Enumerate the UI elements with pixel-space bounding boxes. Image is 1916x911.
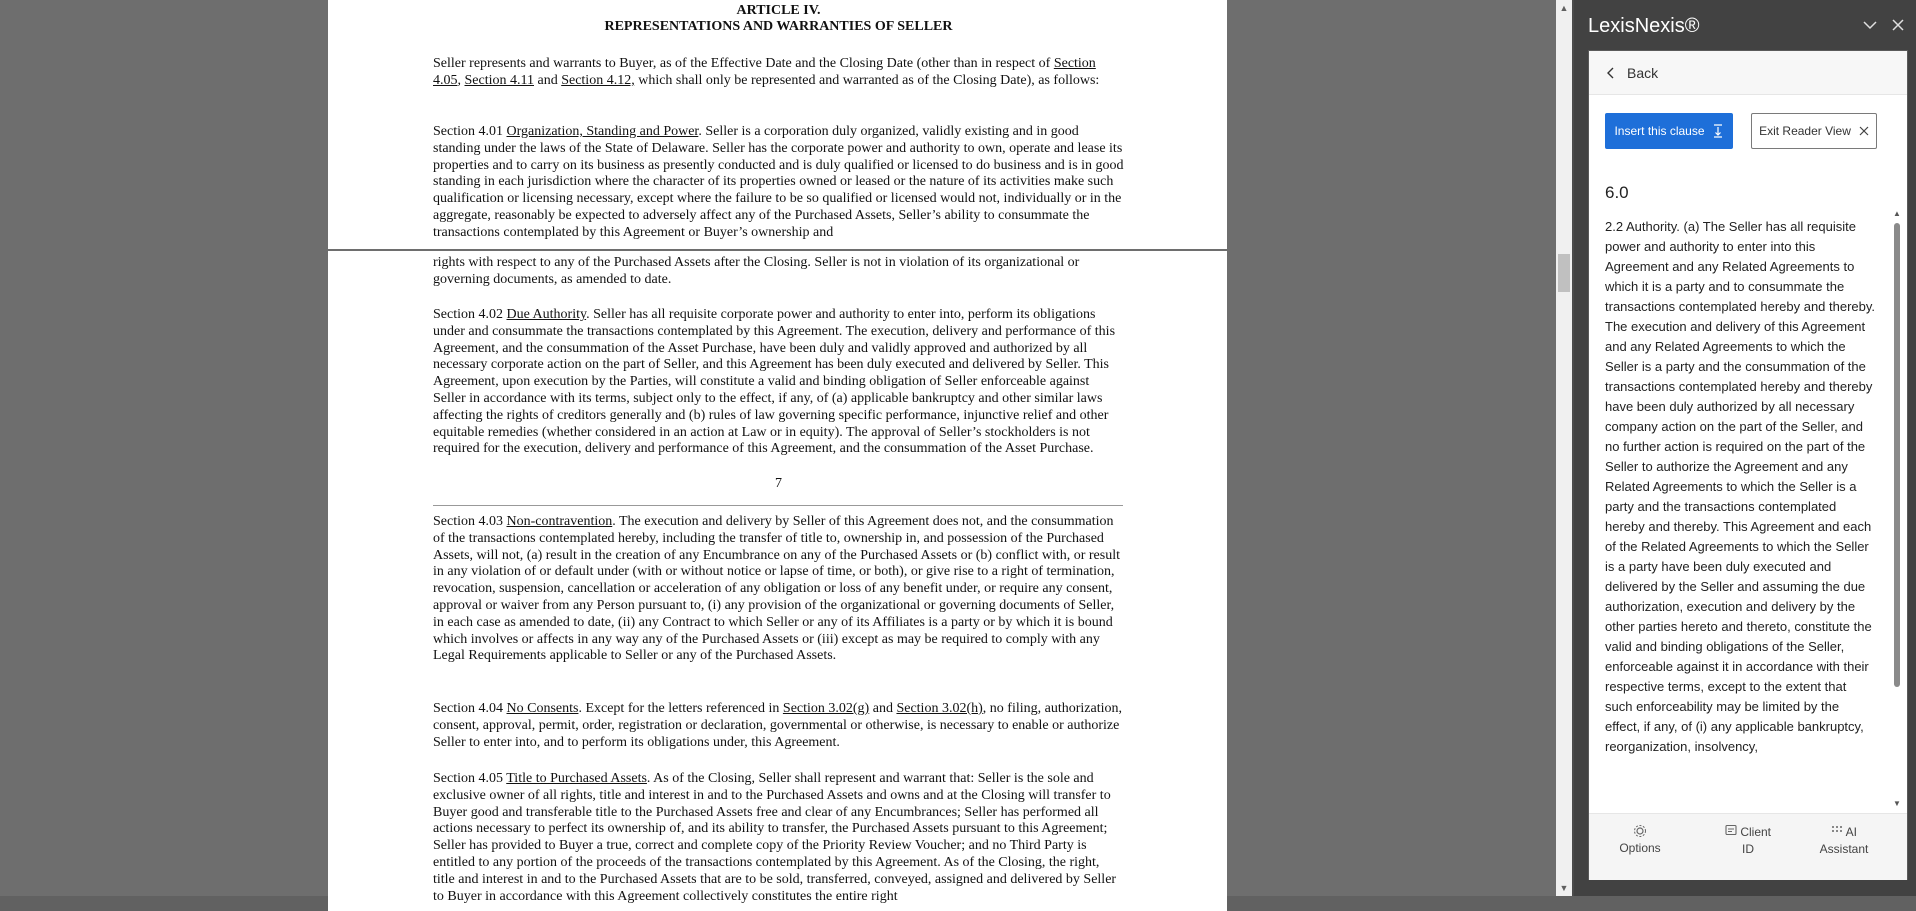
section-link-3-02-h[interactable]: Section 3.02(h) xyxy=(896,701,983,716)
document-scroll-thumb[interactable] xyxy=(1558,254,1570,292)
insert-clause-label: Insert this clause xyxy=(1614,124,1705,138)
scroll-up-arrow-icon[interactable]: ▲ xyxy=(1559,3,1569,13)
intro-text: and xyxy=(533,72,562,88)
ai-assistant-icon xyxy=(1831,825,1846,839)
article-heading xyxy=(433,3,1124,35)
section-number: Section 4.03 xyxy=(433,514,507,529)
section-text: rights with respect to any of the Purchased Assets after the Closing. Seller is not in violation of its organizational or governing documents, as amended to date. xyxy=(433,255,1080,287)
section-text: and xyxy=(869,701,897,716)
client-id-label: ID xyxy=(1742,842,1754,856)
close-icon[interactable] xyxy=(1888,15,1908,35)
page-break-divider xyxy=(433,505,1123,506)
intro-text: , xyxy=(457,72,465,88)
section-link-4-05[interactable]: Section 4.05 xyxy=(433,56,1096,88)
client-id-icon xyxy=(1725,825,1740,839)
chevron-left-icon xyxy=(1605,66,1617,80)
clause-scroll-thumb[interactable] xyxy=(1894,223,1900,687)
section-heading: Non-contravention xyxy=(506,514,613,529)
panel-title: LexisNexis® xyxy=(1588,15,1700,37)
back-button[interactable] xyxy=(1605,62,1658,84)
section-text: , no filing, authorization, consent, approval, permit, order, registration or declaration, governmental or otherwise, is necessary to enable or authorize Seller to enter into, and to perform its obligations under, this Agreement. xyxy=(433,701,1122,750)
clause-scrollbar[interactable] xyxy=(1891,209,1903,809)
gear-icon xyxy=(1595,824,1685,840)
options-button[interactable] xyxy=(1595,824,1685,857)
section-text: . The execution and delivery by Seller of this Agreement does not, and the consummation of the transactions contemplated hereby, including the transfer of title to, ownership in, and possession of the Purchased Assets, will not, (a) result in the creation of any Encumbrance on any of the Purchased Assets or (b) conflict with, or result in any violation of or default under (with or without notice or lapse of time, or both), or give rise to a right of termination, revocation, suspension, cancellation or acceleration of any obligation or loss of any benefit under, or require any consent, approval or waiver from any Person pursuant to, (i) any provision of the organizational or governing documents of Seller, in each case as amended to date, (ii) any Contract to which Seller or any of its Affiliates is a party or by which it is bound which involves or affects in any way any of the Purchased Assets or (iii) except as may be required to comply with any Legal Requirements applicable to Seller or any of the Purchased Assets. xyxy=(433,514,1120,664)
section-number: Section 4.02 xyxy=(433,307,507,322)
lexisnexis-panel xyxy=(1574,0,1916,896)
chevron-down-icon[interactable] xyxy=(1860,15,1880,35)
options-label: Options xyxy=(1619,841,1661,855)
panel-header xyxy=(1574,0,1916,50)
section-text: . Except for the letters referenced in xyxy=(578,701,783,716)
exit-reader-view-button[interactable] xyxy=(1751,113,1877,149)
section-4-05-paragraph xyxy=(433,771,1124,905)
page-number: 7 xyxy=(775,476,782,491)
exit-reader-view-label: Exit Reader View xyxy=(1759,124,1851,138)
scroll-up-arrow-icon[interactable]: ▲ xyxy=(1893,209,1901,218)
article-title: ARTICLE IV. xyxy=(736,3,821,18)
close-icon xyxy=(1859,126,1869,136)
section-4-01-continued xyxy=(433,255,1124,289)
section-heading: No Consents xyxy=(506,701,579,716)
ai-assistant-label: AI xyxy=(1845,825,1857,839)
scroll-down-arrow-icon[interactable]: ▼ xyxy=(1559,883,1569,893)
clause-number: 6.0 xyxy=(1605,183,1629,202)
scroll-down-arrow-icon[interactable]: ▼ xyxy=(1893,799,1901,808)
section-4-02-paragraph xyxy=(433,307,1124,458)
client-id-label: Client xyxy=(1740,825,1772,839)
article-subtitle: REPRESENTATIONS AND WARRANTIES OF SELLER xyxy=(604,19,953,34)
document-page xyxy=(328,0,1227,249)
section-text: . Seller is a corporation duly organized, validly existing and in good standing under the laws of the State of Delaware. Seller has the corporate power and authority to own, operate and lease its properties and to carry on its business as presently conducted and is duly qualified or licensed to do business and is in good standing in each jurisdiction where the character of its properties owned or leased or the nature of its activities make such qualification or licensing necessary, except where the failure to be so qualified or licensed would not, individually or in the aggregate, reasonably be expected to adversely affect any of the Purchased Assets, Seller’s ability to consummate the transactions contemplated by this Agreement or Buyer’s ownership and xyxy=(433,124,1124,240)
section-link-4-11[interactable]: Section 4.11 xyxy=(464,72,534,88)
ai-assistant-label: Assistant xyxy=(1819,842,1869,856)
section-number: Section 4.05 xyxy=(433,771,507,786)
section-number: Section 4.04 xyxy=(433,701,507,716)
back-label: Back xyxy=(1627,65,1659,81)
clause-text: 2.2 Authority. (a) The Seller has all requisite power and authority to enter into this Agreement and any Related Agreements to which it is a party and to consummate the transactions contemplated hereby and thereby. The execution and delivery of this Agreement and any Related Agreements to which the Seller is a party and the consummation of the transactions contemplated hereby and thereby have been duly authorized by all necessary company action on the part of the Seller, and no further action is required on the part of the Seller to authorize the Agreement and any Related Agreements to which the Seller is a party and the transactions contemplated hereby and thereby. This Agreement and each of the Related Agreements to which the Seller is a party have been duly executed and delivered by the Seller and assuming the due authorization, execution and delivery by the other parties hereto and thereto, constitute the valid and binding obligations of the Seller, enforceable against it in accordance with their respective terms, except to the extent that such enforceability may be limited by the effect, if any, of (i) any applicable bankruptcy, reorganization, insolvency, xyxy=(1605,219,1876,754)
section-link-3-02-g[interactable]: Section 3.02(g) xyxy=(782,701,870,716)
section-text: . Seller has all requisite corporate power and authority to enter into, perform its obligations under and consummate the transactions contemplated by this Agreement. The execution, delivery and performance of this Agreement, and the consummation of the Asset Purchase, have been duly and validly approved and authorized by all necessary corporate action on the part of Seller, and this Agreement has been duly executed and delivered by Seller. This Agreement, upon execution by the Parties, will constitute a valid and binding obligation of Seller enforceable against Seller in accordance with its terms, subject only to the effect, if any, of (a) applicable bankruptcy and other similar laws affecting the rights of creditors generally and (b) rules of law governing specific performance, injunctive relief and other equitable remedies (whether considered in an action at Law or in equity). The approval of Seller’s stockholders is not required for the execution, delivery and performance of this Agreement, and the consummation of the Asset Purchase. xyxy=(433,307,1116,457)
back-bar xyxy=(1589,51,1907,95)
insert-clause-button[interactable] xyxy=(1605,113,1733,149)
panel-content xyxy=(1588,50,1908,880)
intro-text: which shall only be represented and warranted as of the Closing Date), as follows: xyxy=(634,72,1100,88)
section-4-03-paragraph xyxy=(433,514,1124,665)
section-heading: Organization, Standing and Power xyxy=(506,124,699,139)
intro-paragraph xyxy=(433,56,1124,90)
section-text: . As of the Closing, Seller shall represent and warrant that: Seller is the sole and exclusive owner of all rights, title and interest in and to the Purchased Assets and owns and at the Closing will transfer to Buyer good and transferable title to the Purchased Assets free and clear of any Encumbrances; Seller has performed all actions necessary to perfect its ownership of, and its ability to transfer, the Purchased Assets pursuant to this Agreement; Seller has provided to Buyer a true, correct and complete copy of the Priority Review Voucher; and no Third Party is entitled to any portion of the proceeds of the transactions contemplated by this Agreement. As of the Closing, the right, title and interest in and to the Purchased Assets that are to be sold, transferred, conveyed, assigned and delivered by Seller to Buyer in accordance with this Agreement collectively constitutes the entire right xyxy=(433,771,1117,904)
ai-assistant-button[interactable] xyxy=(1799,824,1889,858)
document-page xyxy=(328,251,1227,911)
intro-text: Seller represents and warrants to Buyer, as of the Effective Date and the Closing Date (other than in respect of xyxy=(433,56,1054,71)
section-heading: Title to Purchased Assets xyxy=(506,771,647,786)
section-number: Section 4.01 xyxy=(433,124,507,139)
section-4-04-paragraph xyxy=(433,701,1124,751)
section-link-4-12[interactable]: Section 4.12, xyxy=(561,72,635,88)
section-4-01-paragraph xyxy=(433,124,1124,242)
section-heading: Due Authority xyxy=(506,307,587,322)
document-scrollbar[interactable] xyxy=(1556,0,1572,896)
panel-footer xyxy=(1589,813,1907,880)
client-id-button[interactable] xyxy=(1703,824,1793,858)
insert-icon xyxy=(1712,124,1724,138)
